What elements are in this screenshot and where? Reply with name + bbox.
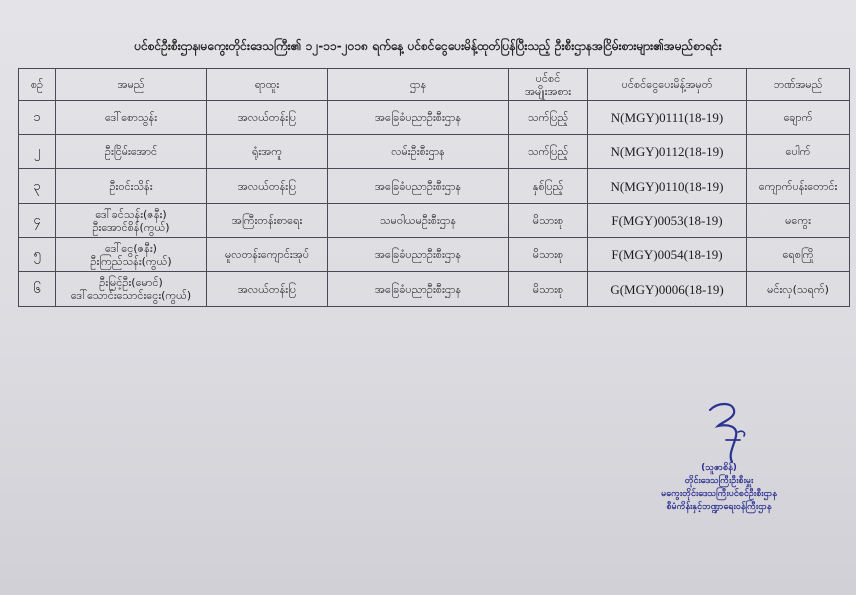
row-rank: ရုံးအကူ [207, 135, 328, 169]
document-title: ပင်စင်ဦးစီးဌာန၊မကွေးတိုင်းဒေသကြီး၏ ၁၂-၁၁-၂၀၁၈ ရက်နေ့ ပင်စင်ငွေပေးမိန့်ထုတ်ပြန်ပြီးသည့် ဦးစီးဌာနအငြိမ်းစားများ၏အမည်စာရင်း [134, 39, 722, 53]
row-treasury: မကွေး [747, 204, 850, 238]
row-treasury: ကျောက်ပန်းတောင်း [747, 169, 850, 204]
row-pension-type: မိသားစု [509, 238, 588, 272]
header-pension-type-line2: အမျိုးအစား [524, 84, 572, 98]
row-name-line1: ဦးဝင်းသိန်း [109, 179, 153, 193]
row-treasury: မင်းလှ(သရက်) [747, 272, 850, 307]
signatory-name: (သူဇာစိန်) [701, 463, 737, 473]
row-rank: အကြီးတန်းစာရေး [207, 204, 328, 238]
row-order-number: F(MGY)0053(18-19) [588, 204, 747, 238]
table-row [19, 135, 850, 169]
header-department: ဌာန [328, 69, 509, 101]
row-name-line1: ဦးငြိမ်းအောင် [104, 145, 158, 158]
row-order: ၆ [19, 272, 56, 307]
row-department: သမဝါယမဦးစီးဌာန [328, 204, 509, 238]
row-name [56, 238, 207, 272]
row-department: လမ်းဦးစီးဌာန [328, 135, 509, 169]
table-row [19, 169, 850, 204]
header-order: စဉ် [19, 69, 56, 101]
table-row [19, 204, 850, 238]
header-treasury: ဘဏ်အမည် [747, 69, 850, 101]
row-name [56, 135, 207, 169]
header-name: အမည် [56, 69, 207, 101]
row-name-line2: ဦးအောင်စိန်(ကွယ်) [92, 220, 170, 234]
row-department: အခြေခံပညာဦးစီးဌာန [328, 238, 509, 272]
header-pension-type-line1: ပင်စင် [535, 71, 561, 85]
row-rank: အလယ်တန်းပြ [207, 101, 328, 135]
table-row [19, 272, 850, 307]
row-pension-type: နှစ်ပြည့် [509, 169, 588, 204]
pensioner-table [18, 68, 850, 307]
signatory-title: တိုင်းဒေသကြီးဦးစီးမှူး [684, 476, 754, 486]
row-treasury: ရေစကြို [747, 238, 850, 272]
row-name [56, 101, 207, 135]
row-order: ၃ [19, 169, 56, 204]
row-name-line1: ဒေါ်ခင်သန်း(ဇနီး) [95, 207, 167, 221]
row-order: ၂ [19, 135, 56, 169]
signature-block [600, 462, 838, 514]
row-pension-type: မိသားစု [509, 272, 588, 307]
row-name-line1: ဦးမြင့်ဦး(မောင်) [99, 276, 163, 289]
table-row [19, 101, 850, 135]
handwritten-signature [698, 396, 758, 466]
row-rank: မူလတန်းကျောင်းအုပ် [207, 238, 328, 272]
row-treasury: ချောက် [747, 101, 850, 135]
row-department: အခြေခံပညာဦးစီးဌာန [328, 101, 509, 135]
row-order-number: N(MGY)0111(18-19) [588, 101, 747, 135]
row-order: ၁ [19, 101, 56, 135]
row-name-line1: ဒေါ်စောသွန်း [104, 111, 158, 124]
row-rank: အလယ်တန်းပြ [207, 169, 328, 204]
row-order: ၄ [19, 204, 56, 238]
row-pension-type: မိသားစု [509, 204, 588, 238]
row-pension-type: သက်ပြည့် [509, 101, 588, 135]
row-order-number: G(MGY)0006(18-19) [588, 272, 747, 307]
row-department: အခြေခံပညာဦးစီးဌာန [328, 272, 509, 307]
table-header-row [19, 69, 850, 101]
signatory-office: မကွေးတိုင်းဒေသကြီးပင်စင်ဦးစီးဌာန [661, 489, 777, 499]
row-department: အခြေခံပညာဦးစီးဌာန [328, 169, 509, 204]
signatory-ministry: စီမံကိန်းနှင့်ဘဏ္ဍာရေးဝန်ကြီးဌာန [666, 502, 772, 512]
row-order-number: F(MGY)0054(18-19) [588, 238, 747, 272]
header-order-number: ပင်စင်ငွေပေးမိန့်အမှတ် [588, 69, 747, 101]
row-treasury: ပေါက် [747, 135, 850, 169]
row-order-number: N(MGY)0110(18-19) [588, 169, 747, 204]
row-order: ၅ [19, 238, 56, 272]
header-rank: ရာထူး [207, 69, 328, 101]
row-name-line1: ဒေါ်ငွေ(ဇနီး) [105, 241, 157, 255]
row-name [56, 169, 207, 204]
table-row [19, 238, 850, 272]
row-name-line2: ဦးကြည်သန်း(ကွယ်) [90, 254, 172, 268]
row-pension-type: သက်ပြည့် [509, 135, 588, 169]
row-name [56, 272, 207, 307]
row-rank: အလယ်တန်းပြ [207, 272, 328, 307]
row-name-line2: ဒေါ်သောင်းသောင်းငွေး(ကွယ်) [70, 289, 192, 302]
row-order-number: N(MGY)0112(18-19) [588, 135, 747, 169]
row-name [56, 204, 207, 238]
header-pension-type [509, 69, 588, 101]
